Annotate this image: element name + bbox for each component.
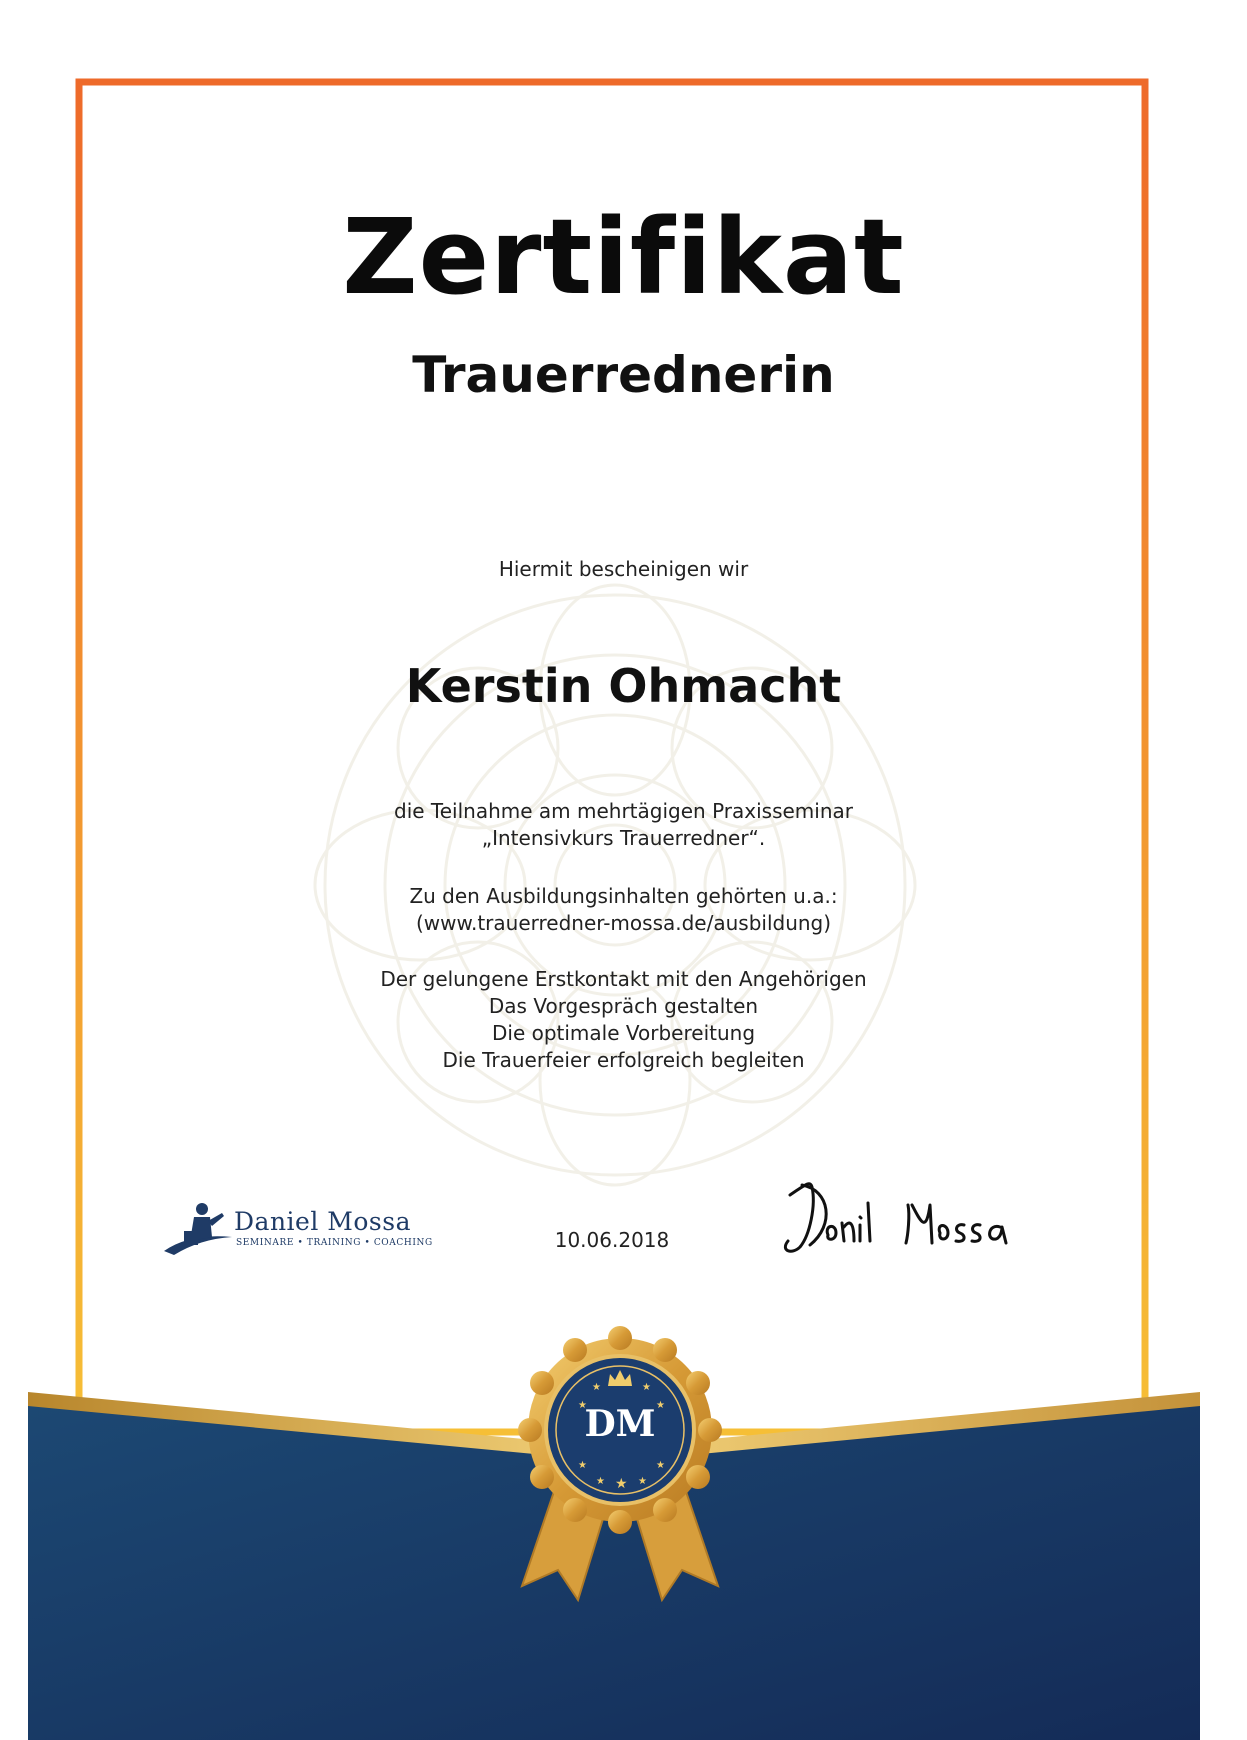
- topics-list: [0, 966, 1247, 1074]
- seal-monogram: DM: [584, 1403, 656, 1445]
- svg-text:★: ★: [615, 1476, 628, 1492]
- svg-text:★: ★: [578, 1460, 587, 1471]
- topic-item: Die optimale Vorbereitung: [491, 1021, 756, 1045]
- certificate-date: 10.06.2018: [554, 1228, 670, 1252]
- svg-text:★: ★: [578, 1400, 587, 1411]
- intro-text: Hiermit bescheinigen wir: [498, 557, 749, 581]
- content-line: (www.trauerredner-mossa.de/ausbildung): [415, 911, 832, 935]
- topic-item: Das Vorgespräch gestalten: [488, 994, 759, 1018]
- svg-text:★: ★: [642, 1382, 651, 1393]
- svg-text:★: ★: [656, 1460, 665, 1471]
- recipient-name: Kerstin Ohmacht: [405, 659, 842, 713]
- participation-text: [0, 798, 1247, 852]
- participation-line: „Intensivkurs Trauerredner“.: [481, 826, 766, 850]
- participation-line: die Teilnahme am mehrtägigen Praxisseminar: [394, 799, 853, 823]
- svg-text:★: ★: [638, 1476, 647, 1487]
- logo-tagline: SEMINARE • TRAINING • COACHING: [236, 1238, 433, 1248]
- logo-name: Daniel Mossa: [234, 1207, 411, 1236]
- content-line: Zu den Ausbildungsinhalten gehörten u.a.:: [409, 884, 838, 908]
- speaker-silhouette-icon: [160, 1195, 240, 1265]
- signature: [780, 1175, 1030, 1265]
- svg-text:★: ★: [656, 1400, 665, 1411]
- certificate-subtitle: Trauerrednerin: [412, 346, 835, 404]
- topic-item: Die Trauerfeier erfolgreich begleiten: [442, 1048, 805, 1072]
- certificate-title: Zertifikat: [342, 196, 905, 318]
- daniel-mossa-logo: [160, 1195, 433, 1265]
- seal-badge: [500, 1318, 740, 1608]
- content-intro: [0, 883, 1247, 937]
- topic-item: Der gelungene Erstkontakt mit den Angehörigen: [380, 967, 867, 991]
- svg-text:★: ★: [596, 1476, 605, 1487]
- svg-text:★: ★: [592, 1382, 601, 1393]
